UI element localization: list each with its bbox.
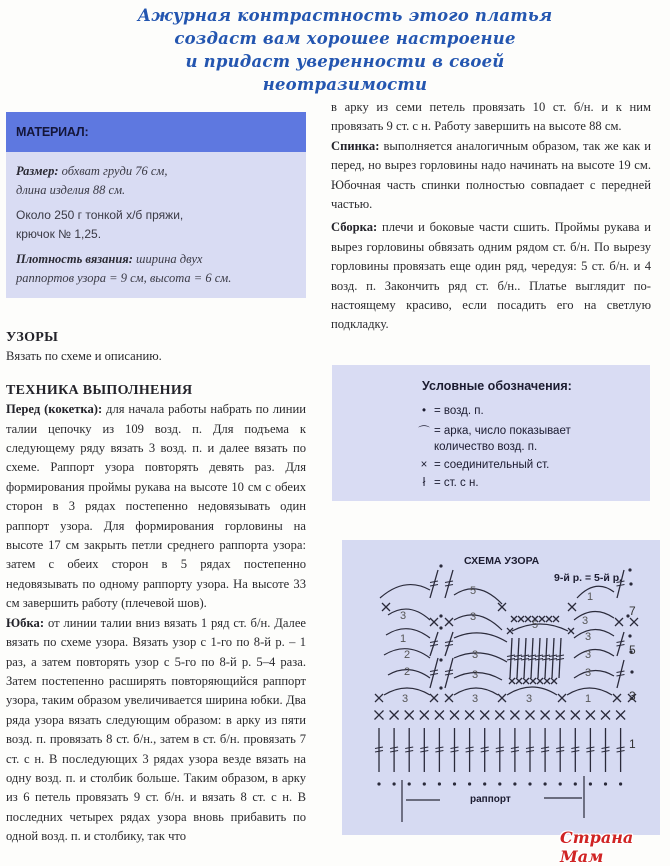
patterns-heading: УЗОРЫ (6, 330, 59, 345)
cross-symbol (558, 694, 566, 702)
title-line: Ажурная контрастность этого платья (137, 6, 553, 25)
cross-symbol (480, 711, 489, 720)
yarn-line-1: Около 250 г тонкой х/б пряжи, (16, 208, 184, 222)
cross-symbol (518, 616, 524, 622)
arc-count-label: 3 (402, 693, 409, 705)
patterns-text: Вязать по схеме и описанию. (6, 349, 162, 364)
material-box (6, 112, 306, 298)
arc-count-label: 3 (582, 615, 589, 627)
legend-box (332, 365, 650, 501)
cross-symbol (495, 711, 504, 720)
double-crochet-symbol (559, 638, 561, 678)
arc-symbol (454, 589, 502, 604)
rapport-label: раппорт (470, 794, 511, 805)
cross-symbol (541, 711, 550, 720)
dot-symbol (589, 782, 592, 785)
arc-count-label: 2 (404, 649, 411, 661)
double-crochet-symbol (517, 638, 519, 678)
cross-symbol (516, 678, 522, 684)
arc-count-label: 3 (400, 610, 407, 622)
arc-count-label: 3 (526, 693, 533, 705)
arc-symbol (388, 609, 430, 620)
dot-symbol (528, 782, 531, 785)
arc-count-label: 3 (472, 649, 479, 661)
dot-symbol (604, 782, 607, 785)
cross-symbol (615, 618, 623, 626)
legend-item (414, 441, 537, 453)
arc-symbol (380, 585, 430, 598)
dot-symbol (630, 670, 633, 673)
double-crochet-symbol (617, 660, 624, 688)
size-info (16, 162, 296, 200)
watermark-logo: Страна Мам (560, 828, 634, 866)
arc-count-label: 3 (472, 669, 479, 681)
back-text: выполняется аналогичным образом, так же как и перед, но вырез горловины надо начинать на высоте 19 см. Юбочная часть спинки полностью совпадает с передней частью. (331, 138, 651, 212)
cross-symbol (498, 694, 506, 702)
dot-symbol (468, 782, 471, 785)
skirt-text: от линии талии вниз вязать 1 ряд ст. б/н. Далее вязать по схеме узора. Вязать узор с 1-го по 8-й р. – 1 раз, а затем повторять узор с 5-го по 8-й р. 5–4 раза. Затем постепенно расширять повторяющийся раппорт узора, таким образом увеличивается ширина юбки. Два ряда узора вязать следующим образом: в арку из пяти возд. п. провязать 8 ст. б/н., затем в ст. б/н. провязать 7 ст. с н. В последующих 3 рядах узора везде вязать на одну возд. п. и столбик больше. Таким образом, в арку из 6 петель провязать 9 ст. б/н. и вязать 8 ст. с н. В последних четырех рядах узора вновь прибавить по одной возд. п. и столбику, так что (6, 615, 306, 844)
scheme-note: 9-й р. = 5-й р. (554, 572, 623, 584)
legend-item (414, 477, 479, 489)
legend-title: Условные обозначения: (422, 379, 572, 393)
cross-symbol (546, 616, 552, 622)
double-crochet-symbol (524, 638, 526, 678)
gauge-text-2: раппортов узора = 9 см, высота = 6 см. (16, 271, 232, 285)
legend-text: = соединительный ст. (434, 459, 550, 471)
cross-symbol (630, 618, 638, 626)
legend-text: количество возд. п. (434, 441, 538, 453)
arc-symbol (574, 611, 614, 620)
cross-symbol (375, 711, 384, 720)
front-text: для начала работы набрать по линии талии цепочку из 109 возд. п. Для подъема к следующему ряду вязать 3 возд. п. и далее вязать по схеме. Раппорт узора повторять девять раз. Для формирования проймы рукава на высоте 10 см с обеих сторон в 3 рядах постепенно недовязывать один раппорт узора. Для формирования горловины на высоте 17 см закрыть петли среднего раппорта узора: затем с обеих сторон в 5 рядах постепенно недовязывать по одному раппорту узора. На высоте 33 см завершить работу (плечевой шов). (6, 402, 306, 611)
arc-symbol (454, 615, 502, 630)
cross-symbol (568, 628, 574, 634)
gauge-label: Плотность вязания: (16, 252, 133, 266)
material-body (6, 152, 306, 288)
arc-count-label: 1 (587, 591, 594, 603)
cross-symbol (450, 711, 459, 720)
arc-symbol (454, 653, 507, 662)
dot-symbol (483, 782, 486, 785)
arc-count-label: 1 (400, 633, 407, 645)
dot-symbol (628, 634, 631, 637)
yarn-line-2: крючок № 1,25. (16, 227, 102, 241)
title-line: создаст вам хорошее настроение (174, 29, 516, 48)
cross-symbol (525, 616, 531, 622)
arc-symbol (577, 586, 614, 598)
arc-count-label: 3 (585, 649, 592, 661)
double-crochet-symbol (430, 632, 438, 656)
cross-symbol (539, 616, 545, 622)
gauge-info (16, 250, 296, 288)
cross-symbol (613, 694, 621, 702)
dot-icon: • (421, 405, 427, 417)
assembly-paragraph (331, 218, 651, 334)
arc-count-label: 1 (585, 693, 592, 705)
assembly-text: плечи и боковые части сшить. Проймы рукава и вырез горловины обвязать одним рядом ст. б/н. По вырезу горловины провязать еще один ряд, чередуя: 5 ст. б/н. и 4 возд. п. Закончить ряд ст. б/н.. Платье выглядит по-настоящему красиво, если посадить его на светлую подкладку. (331, 220, 651, 332)
legend-text: = арка, число показывает (434, 425, 571, 437)
arc-icon: ⌒ (418, 426, 430, 438)
cross-symbol (556, 711, 565, 720)
crochet-diagram (342, 540, 660, 835)
arc-symbol (574, 649, 614, 658)
front-label: Перед (кокетка): (6, 402, 103, 417)
cross-symbol (375, 694, 383, 702)
cross-symbol (601, 711, 610, 720)
scheme-title: СХЕМА УЗОРА (464, 555, 540, 567)
cross-symbol (445, 694, 453, 702)
row-number: 7 (629, 604, 636, 618)
continued-text: в арку из семи петель провязать 10 ст. б/н. и к ним провязать 9 ст. с н. Работу завершить на высоте 88 см. (331, 100, 651, 134)
double-crochet-symbol (552, 638, 554, 678)
size-text-2: длина изделия 88 см. (16, 183, 126, 197)
row-number: 3 (629, 689, 636, 703)
double-crochet-symbol (531, 638, 533, 678)
arc-symbol (574, 629, 614, 638)
back-label: Спинка: (331, 138, 380, 153)
double-crochet-icon: ł (422, 477, 426, 489)
arc-count-label: 2 (404, 666, 411, 678)
legend-item (414, 423, 571, 439)
cross-symbol (511, 616, 517, 622)
page-title (110, 4, 580, 96)
technique-heading: ТЕХНИКА ВЫПОЛНЕНИЯ (6, 382, 193, 398)
gauge-text-1: ширина двух (136, 252, 203, 266)
cross-symbol (430, 618, 438, 626)
legend-text: = ст. с н. (434, 477, 479, 489)
cross-symbol (568, 603, 576, 611)
legend-text: = возд. п. (434, 405, 484, 417)
dot-symbol (439, 686, 442, 689)
arc-symbol (512, 624, 568, 631)
double-crochet-symbol (538, 638, 540, 678)
skirt-paragraph (6, 614, 306, 847)
arc-symbol (386, 629, 430, 638)
dot-symbol (438, 782, 441, 785)
cross-symbol (390, 711, 399, 720)
cross-symbol (509, 678, 515, 684)
dot-symbol (423, 782, 426, 785)
left-column (6, 328, 306, 847)
back-paragraph (331, 137, 651, 215)
cross-symbol (510, 711, 519, 720)
dot-symbol (453, 782, 456, 785)
arc-count-label: 5 (470, 585, 477, 597)
double-crochet-symbol (445, 570, 453, 598)
scheme-box (342, 540, 660, 835)
double-crochet-symbol (510, 638, 512, 678)
cross-symbol (498, 603, 506, 611)
double-crochet-symbol (617, 570, 624, 598)
dot-symbol (628, 568, 631, 571)
arc-count-label: 3 (585, 631, 592, 643)
double-crochet-symbol (430, 570, 438, 598)
arc-count-label: 3 (585, 667, 592, 679)
cross-icon: × (420, 459, 428, 471)
double-crochet-symbol (545, 638, 547, 678)
cross-symbol (553, 616, 559, 622)
double-crochet-symbol (430, 658, 438, 688)
arc-count-label: 3 (472, 693, 479, 705)
arc-symbol (454, 633, 507, 642)
cross-symbol (586, 711, 595, 720)
dot-symbol (377, 782, 380, 785)
cross-symbol (530, 678, 536, 684)
dot-symbol (544, 782, 547, 785)
cross-symbol (435, 711, 444, 720)
front-paragraph (6, 400, 306, 613)
dot-symbol (629, 582, 632, 585)
skirt-label: Юбка: (6, 615, 45, 630)
cross-symbol (571, 711, 580, 720)
cross-symbol (430, 694, 438, 702)
cross-symbol (405, 711, 414, 720)
cross-symbol (616, 711, 625, 720)
arc-count-label: 5 (532, 619, 539, 631)
dot-symbol (513, 782, 516, 785)
double-crochet-symbol (445, 658, 453, 688)
dot-symbol (559, 782, 562, 785)
assembly-label: Сборка: (331, 220, 378, 235)
legend-item (414, 405, 484, 417)
double-crochet-symbol (445, 632, 453, 656)
cross-symbol (526, 711, 535, 720)
row-number: 5 (629, 643, 636, 657)
dot-symbol (439, 614, 442, 617)
title-line: и придаст уверенности в своей неотразимости (185, 52, 505, 94)
dot-symbol (408, 782, 411, 785)
arc-symbol (574, 670, 614, 678)
right-column (331, 98, 651, 335)
dot-symbol (439, 658, 442, 661)
cross-symbol (544, 678, 550, 684)
dot-symbol (439, 626, 442, 629)
dot-symbol (498, 782, 501, 785)
dot-symbol (574, 782, 577, 785)
size-text-1: обхват груди 76 см, (61, 164, 168, 178)
dot-symbol (439, 564, 442, 567)
row-number: 1 (629, 737, 636, 751)
cross-symbol (551, 678, 557, 684)
cross-symbol (420, 711, 429, 720)
cross-symbol (465, 711, 474, 720)
cross-symbol (523, 678, 529, 684)
dot-symbol (393, 782, 396, 785)
arc-count-label: 3 (470, 611, 477, 623)
cross-symbol (445, 618, 453, 626)
yarn-info (16, 206, 296, 244)
cross-symbol (382, 603, 390, 611)
cross-symbol (537, 678, 543, 684)
double-crochet-symbol (617, 632, 624, 656)
size-label: Размер: (16, 164, 59, 178)
material-heading: МАТЕРИАЛ: (6, 112, 306, 152)
legend-item (414, 459, 549, 471)
dot-symbol (619, 782, 622, 785)
